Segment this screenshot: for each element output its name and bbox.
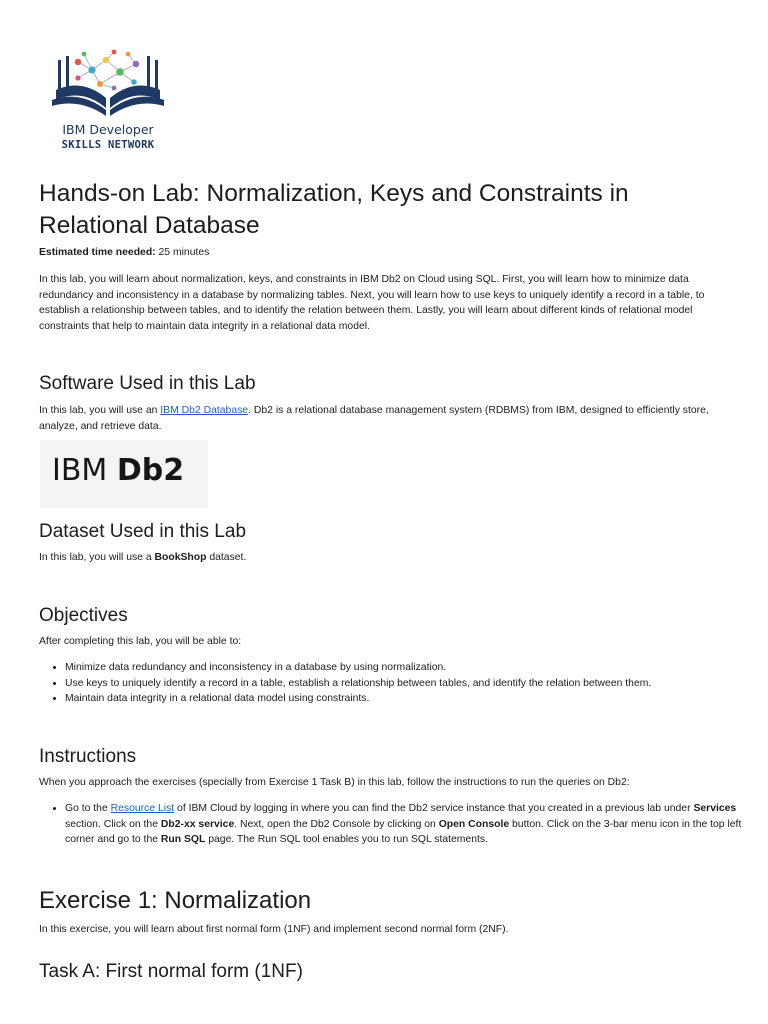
instruction-text: button. Click on the 3-bar menu icon in the top left corner and go to the — [65, 818, 742, 846]
open-book-network-icon — [48, 48, 168, 120]
estimated-time-value: 25 minutes — [155, 247, 210, 258]
taskA-heading: Task A: First normal form (1NF) — [39, 961, 303, 982]
logo-text-skills-network: SKILLS NETWORK — [61, 139, 155, 151]
db2-logo-bold: Db2 — [116, 453, 185, 488]
skills-network-logo — [48, 48, 168, 156]
ibm-db2-database-link[interactable]: IBM Db2 Database — [160, 405, 249, 416]
logo-text-ibm-developer: IBM Developer — [62, 122, 154, 137]
dataset-paragraph — [39, 550, 729, 566]
software-paragraph — [39, 403, 729, 434]
instruction-text: page. The Run SQL tool enables you to run SQL statements. — [205, 834, 488, 846]
software-text-post: . Db2 is a relational database management system (RDBMS) from IBM, designed to efficiently store, analyze, and retrieve data. — [39, 405, 709, 432]
instructions-lead: When you approach the exercises (specially from Exercise 1 Task B) in this lab, follow the instructions to run the queries on Db2: — [39, 777, 630, 788]
objectives-list — [39, 660, 755, 707]
estimated-time-label: Estimated time needed: — [39, 247, 156, 258]
resource-list-link[interactable]: Resource List — [110, 803, 175, 814]
instructions-list — [39, 801, 755, 848]
estimated-time — [39, 245, 729, 261]
exercise1-lead: In this exercise, you will learn about first normal form (1NF) and implement second normal form (2NF). — [39, 924, 509, 935]
instruction-item — [65, 801, 755, 848]
db2-logo-light: IBM — [52, 453, 117, 488]
instruction-bold-services: Services — [693, 803, 737, 814]
ibm-db2-logo-text — [52, 453, 184, 488]
ibm-db2-logo — [40, 440, 208, 508]
instruction-text: . Next, open the Db2 Console by clicking on — [234, 818, 439, 830]
instruction-text: Go to the — [65, 803, 111, 814]
dataset-text-post: dataset. — [206, 552, 247, 563]
objectives-lead: After completing this lab, you will be able to: — [39, 636, 242, 647]
objective-item: • Minimize data redundancy and inconsistency in a database by using normalization. — [65, 660, 755, 676]
objectives-heading: Objectives — [39, 605, 128, 626]
page-title: Hands-on Lab: Normalization, Keys and Constraints in Relational Database — [39, 180, 629, 239]
instructions-heading: Instructions — [39, 746, 137, 767]
objective-item: • Maintain data integrity in a relational data model using constraints. — [65, 691, 755, 707]
instruction-bold-db2-service: Db2-xx service — [160, 818, 235, 830]
dataset-text-pre: In this lab, you will use a — [39, 552, 155, 563]
software-heading: Software Used in this Lab — [39, 373, 256, 394]
instruction-text: of IBM Cloud by logging in where you can find the Db2 service instance that you created in a previous lab under — [174, 803, 694, 814]
software-text-pre: In this lab, you will use an — [39, 405, 161, 416]
dataset-name: BookShop — [154, 552, 207, 563]
objective-item: • Use keys to uniquely identify a record in a table, establish a relationship between tables, and identify the relation between them. — [65, 676, 755, 692]
instruction-text: section. Click on the — [65, 818, 161, 830]
dataset-heading: Dataset Used in this Lab — [39, 521, 247, 542]
intro-paragraph: In this lab, you will learn about normalization, keys, and constraints in IBM Db2 on Cloud using SQL. First, you will learn how to minimize data redundancy and inconsistency in a database by normalizing tables. Next, you will learn how to use keys to uniquely identify a record in a table, to establish a relationship between tables, and to identify the relation between them. Lastly, you will learn about different kinds of relational model constraints that help to maintain data integrity in a relational data model. — [39, 274, 705, 332]
instruction-bold-run-sql: Run SQL — [160, 834, 206, 846]
exercise1-heading: Exercise 1: Normalization — [39, 887, 312, 914]
instruction-bold-open-console: Open Console — [438, 818, 510, 830]
